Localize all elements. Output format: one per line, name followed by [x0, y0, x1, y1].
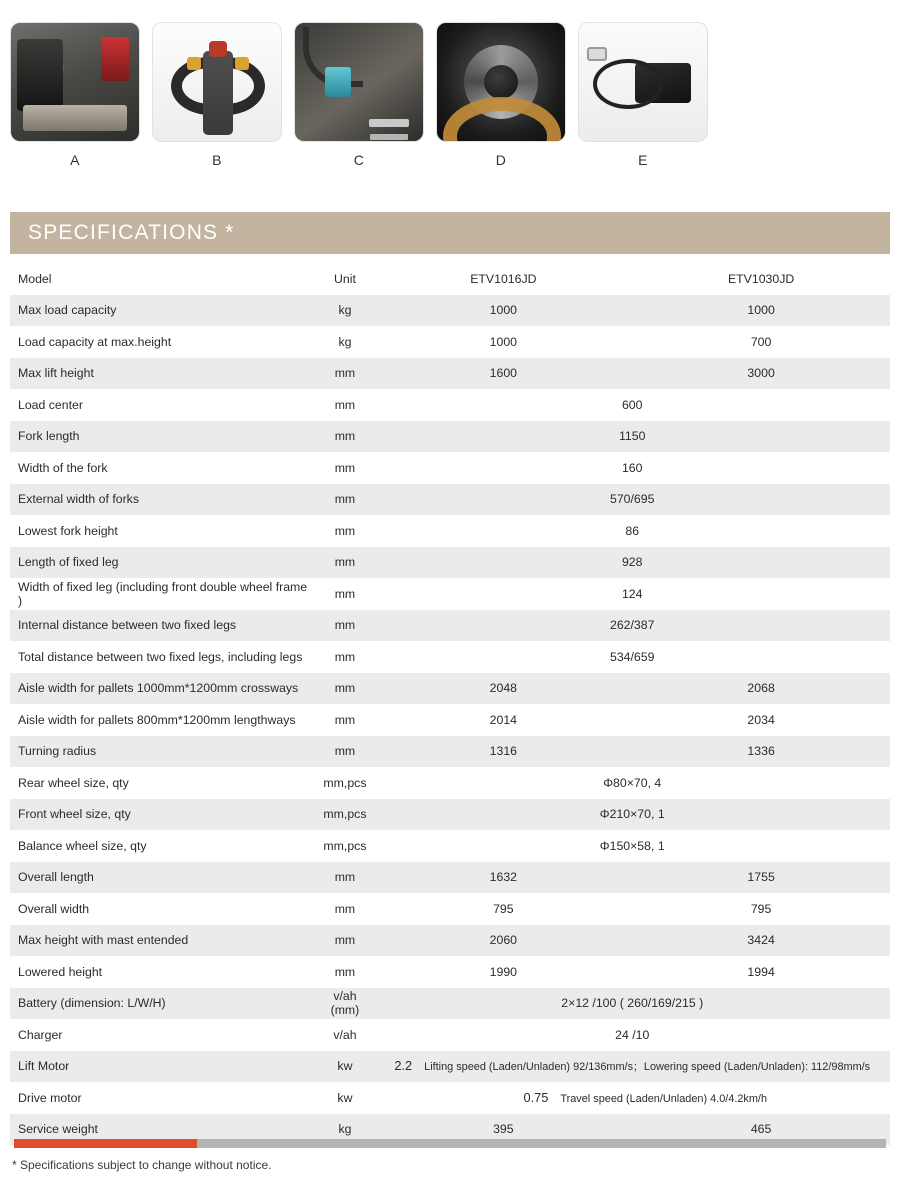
spec-label-cell: Overall width: [10, 893, 315, 925]
table-row: [10, 326, 890, 358]
spec-value-cell-model-1: 1000: [374, 295, 632, 327]
spec-value-cell-model-1: 2060: [374, 925, 632, 957]
spec-unit-cell: mm: [315, 421, 374, 453]
spec-unit-cell: v/ah (mm): [315, 988, 374, 1020]
spec-label-cell: Aisle width for pallets 800mm*1200mm lengthways: [10, 704, 315, 736]
spec-unit-cell: kg: [315, 295, 374, 327]
charger-plug-shape: [587, 47, 607, 61]
spec-value-cell-model-1: 395: [374, 1114, 632, 1146]
spec-label-cell: Total distance between two fixed legs, including legs: [10, 641, 315, 673]
bolt-shape: [369, 119, 409, 127]
spec-value-primary: 0.75: [523, 1090, 549, 1106]
page-progress-fill: [14, 1139, 197, 1148]
spec-unit-cell: mm: [315, 452, 374, 484]
hydraulic-valve-photo: [294, 22, 424, 142]
photo-detail-shape: [101, 37, 129, 81]
table-row: [10, 421, 890, 453]
table-row: [10, 862, 890, 894]
table-row: [10, 578, 890, 610]
spec-unit-cell: mm,pcs: [315, 799, 374, 831]
spec-unit-cell: mm: [315, 610, 374, 642]
spec-value-cell-model-1: 2014: [374, 704, 632, 736]
spec-value-note: Lifting speed (Laden/Unladen) 92/136mm/s；Lowering speed (Laden/Unladen): 112/98mm/s: [424, 1061, 871, 1074]
spec-label-cell: Charger: [10, 1019, 315, 1051]
table-row: [10, 547, 890, 579]
spec-label-cell: Internal distance between two fixed legs: [10, 610, 315, 642]
table-row: [10, 389, 890, 421]
spec-value-cell-model-1: 1316: [374, 736, 632, 768]
photo-caption-e: E: [638, 152, 648, 168]
spec-label-cell: Max lift height: [10, 358, 315, 390]
spec-unit-cell: mm: [315, 641, 374, 673]
spec-value-cell-model-2: 1000: [632, 295, 890, 327]
spec-value-cell-merged: 24 /10: [374, 1019, 890, 1051]
spec-value-cell-merged: 160: [374, 452, 890, 484]
spec-label-cell: Turning radius: [10, 736, 315, 768]
photo-caption-d: D: [495, 152, 507, 168]
table-row: [10, 799, 890, 831]
table-row: [10, 1051, 890, 1083]
spec-value-cell-merged: 124: [374, 578, 890, 610]
spec-value-cell-merged: 570/695: [374, 484, 890, 516]
spec-label-cell: Drive motor: [10, 1082, 315, 1114]
spec-value-cell-model-2: 3000: [632, 358, 890, 390]
spec-unit-cell: kw: [315, 1051, 374, 1083]
spec-label-cell: Aisle width for pallets 1000mm*1200mm crossways: [10, 673, 315, 705]
table-row: [10, 1082, 890, 1114]
spec-unit-cell: v/ah: [315, 1019, 374, 1051]
photo-caption-a: A: [70, 152, 80, 168]
spec-label-cell: Width of the fork: [10, 452, 315, 484]
spec-unit-cell: Unit: [315, 263, 374, 295]
spec-value-primary: 2.2: [394, 1058, 413, 1074]
spec-label-cell: Lift Motor: [10, 1051, 315, 1083]
spec-value-cell-model-2: 2034: [632, 704, 890, 736]
spec-label-cell: Overall length: [10, 862, 315, 894]
tiller-body-shape: [203, 51, 233, 135]
table-row: [10, 610, 890, 642]
spec-unit-cell: mm: [315, 925, 374, 957]
spec-value-cell-model-1: 2048: [374, 673, 632, 705]
spec-label-cell: Max height with mast entended: [10, 925, 315, 957]
photo-cell-a: [10, 22, 140, 168]
spec-label-cell: Battery (dimension: L/W/H): [10, 988, 315, 1020]
spec-combined-value-cell: [374, 1051, 890, 1083]
spec-value-cell-model-2: 1336: [632, 736, 890, 768]
spec-unit-cell: mm: [315, 956, 374, 988]
table-row: [10, 767, 890, 799]
spec-unit-cell: mm: [315, 358, 374, 390]
table-row: [10, 515, 890, 547]
spec-value-cell-model-2: 2068: [632, 673, 890, 705]
spec-value-cell-model-1: 1990: [374, 956, 632, 988]
emergency-button-shape: [209, 41, 227, 57]
spec-value-cell-model-2: 1994: [632, 956, 890, 988]
spec-label-cell: Balance wheel size, qty: [10, 830, 315, 862]
spec-value-cell-merged: 534/659: [374, 641, 890, 673]
spec-unit-cell: kg: [315, 1114, 374, 1146]
spec-label-cell: Service weight: [10, 1114, 315, 1146]
table-row: [10, 893, 890, 925]
spec-value-cell-model-2: 795: [632, 893, 890, 925]
spec-unit-cell: mm: [315, 484, 374, 516]
spec-label-cell: Load capacity at max.height: [10, 326, 315, 358]
charger-photo: [578, 22, 708, 142]
valve-block-shape: [325, 67, 351, 97]
table-row: [10, 925, 890, 957]
spec-label-cell: Length of fixed leg: [10, 547, 315, 579]
spec-label-cell: Lowered height: [10, 956, 315, 988]
spec-value-cell-model-2: 3424: [632, 925, 890, 957]
spec-label-cell: Lowest fork height: [10, 515, 315, 547]
spec-value-cell-merged: 2×12 /100 ( 260/169/215 ): [374, 988, 890, 1020]
table-row: [10, 704, 890, 736]
spec-value-cell-model-1: 1600: [374, 358, 632, 390]
photo-caption-b: B: [212, 152, 222, 168]
page-progress-track[interactable]: [14, 1139, 886, 1148]
table-row: [10, 358, 890, 390]
spec-label-cell: Max load capacity: [10, 295, 315, 327]
spec-label-cell: Load center: [10, 389, 315, 421]
table-row: [10, 295, 890, 327]
spec-label-cell: External width of forks: [10, 484, 315, 516]
tiller-knob-left-shape: [187, 57, 201, 70]
spec-combined-value-cell: [374, 1082, 890, 1114]
spec-value-cell-merged: 1150: [374, 421, 890, 453]
spec-value-cell-model-1: 1000: [374, 326, 632, 358]
table-row: [10, 988, 890, 1020]
spec-label-cell: Rear wheel size, qty: [10, 767, 315, 799]
spec-unit-cell: mm,pcs: [315, 767, 374, 799]
spec-label-cell: Model: [10, 263, 315, 295]
spec-value-cell-merged: 262/387: [374, 610, 890, 642]
spec-value-cell-merged: Φ80×70, 4: [374, 767, 890, 799]
spec-unit-cell: mm,pcs: [315, 830, 374, 862]
spec-value-cell-model-2: 465: [632, 1114, 890, 1146]
specifications-header-bar: [10, 212, 890, 254]
motor-and-controller-photo: [10, 22, 140, 142]
table-row: [10, 956, 890, 988]
table-row: [10, 830, 890, 862]
spec-unit-cell: mm: [315, 673, 374, 705]
spec-value-cell-merged: 600: [374, 389, 890, 421]
spec-value-cell-model-2: ETV1030JD: [632, 263, 890, 295]
spec-value-cell-model-1: 795: [374, 893, 632, 925]
wheel-hub-shape: [484, 65, 518, 99]
spec-value-cell-model-2: 1755: [632, 862, 890, 894]
specifications-title: SPECIFICATIONS *: [28, 221, 235, 244]
product-photo-strip: [0, 0, 900, 168]
spec-value-cell-merged: 928: [374, 547, 890, 579]
spec-unit-cell: mm: [315, 893, 374, 925]
table-row: [10, 673, 890, 705]
spec-value-cell-model-1: 1632: [374, 862, 632, 894]
table-row: [10, 641, 890, 673]
charger-cord-shape: [593, 59, 663, 109]
tiller-knob-right-shape: [235, 57, 249, 70]
table-row: [10, 484, 890, 516]
spec-value-cell-model-2: 700: [632, 326, 890, 358]
photo-cell-e: [578, 22, 708, 168]
spec-unit-cell: kw: [315, 1082, 374, 1114]
spec-unit-cell: mm: [315, 515, 374, 547]
spec-unit-cell: mm: [315, 547, 374, 579]
drive-wheel-photo: [436, 22, 566, 142]
spec-value-cell-model-1: ETV1016JD: [374, 263, 632, 295]
photo-cell-b: [152, 22, 282, 168]
footnote-text: * Specifications subject to change without notice.: [12, 1158, 272, 1172]
spec-label-cell: Width of fixed leg (including front double wheel frame ): [10, 578, 315, 610]
tiller-head-photo: [152, 22, 282, 142]
spec-unit-cell: mm: [315, 389, 374, 421]
table-row: [10, 1019, 890, 1051]
photo-caption-c: C: [353, 152, 365, 168]
table-row: [10, 263, 890, 295]
spec-value-cell-merged: Φ210×70, 1: [374, 799, 890, 831]
photo-cell-d: [436, 22, 566, 168]
spec-unit-cell: mm: [315, 736, 374, 768]
specifications-table: [10, 263, 890, 1145]
photo-cell-c: [294, 22, 424, 168]
spec-label-cell: Fork length: [10, 421, 315, 453]
tire-shape: [443, 97, 561, 142]
spec-unit-cell: mm: [315, 704, 374, 736]
table-row: [10, 452, 890, 484]
spec-value-cell-merged: 86: [374, 515, 890, 547]
spec-unit-cell: mm: [315, 862, 374, 894]
spec-unit-cell: mm: [315, 578, 374, 610]
spec-label-cell: Front wheel size, qty: [10, 799, 315, 831]
spec-value-note: Travel speed (Laden/Unladen) 4.0/4.2km/h: [560, 1093, 768, 1106]
table-row: [10, 736, 890, 768]
spec-unit-cell: kg: [315, 326, 374, 358]
spec-value-cell-merged: Φ150×58, 1: [374, 830, 890, 862]
